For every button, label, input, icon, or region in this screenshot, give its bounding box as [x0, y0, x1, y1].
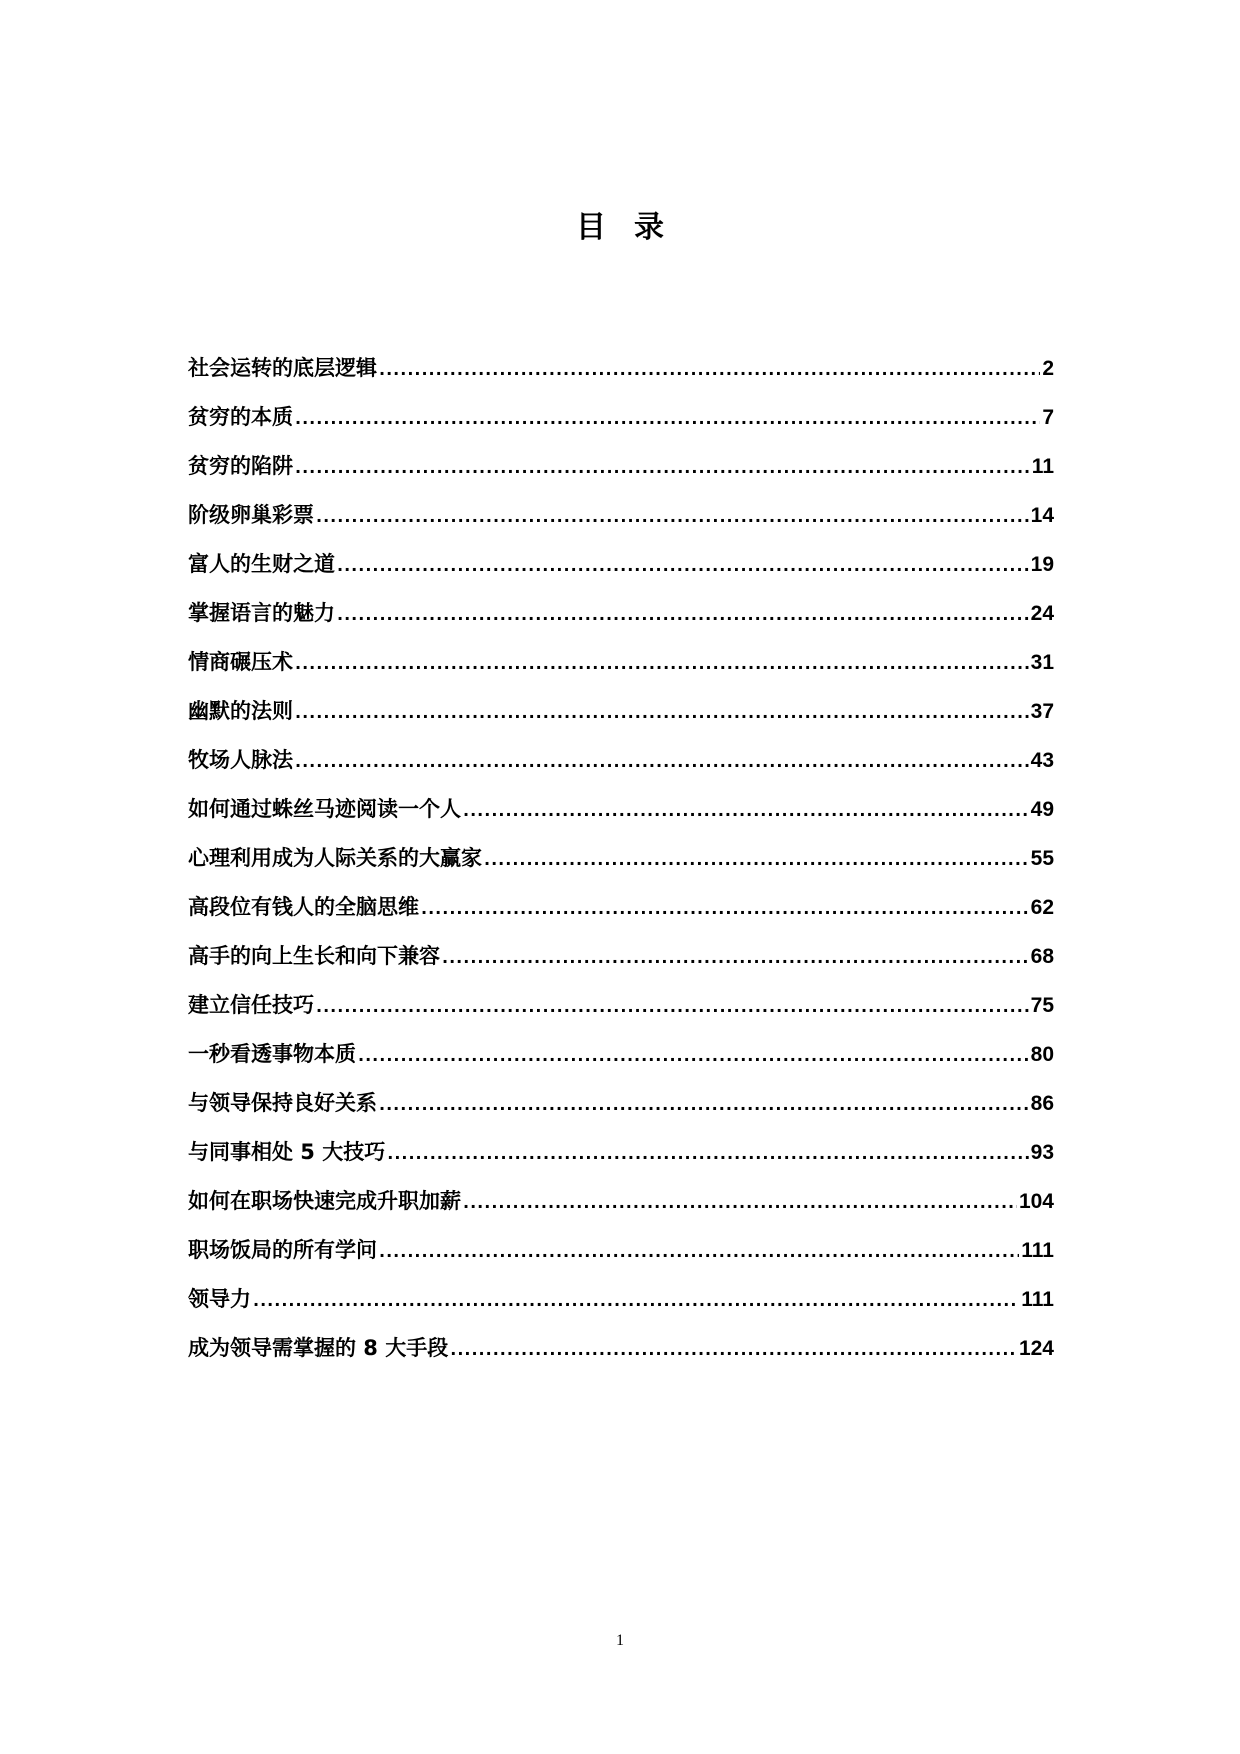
toc-entry-page: 104	[1018, 1190, 1054, 1213]
toc-leader-dots	[463, 1188, 1017, 1218]
toc-entry[interactable]	[188, 1088, 1054, 1137]
toc-leader-dots	[295, 453, 1030, 483]
toc-entry[interactable]	[188, 745, 1054, 794]
toc-entry-title: 高手的向上生长和向下兼容	[188, 944, 440, 968]
toc-entry-page: 80	[1030, 1043, 1054, 1066]
toc-entry-page: 31	[1030, 651, 1054, 674]
toc-leader-dots	[337, 551, 1029, 581]
page-title: 目录	[576, 210, 692, 245]
toc-entry-page: 19	[1030, 553, 1054, 576]
toc-entry-page: 37	[1030, 700, 1054, 723]
toc-entry-page: 49	[1030, 798, 1054, 821]
toc-leader-dots	[295, 698, 1029, 728]
toc-entry[interactable]	[188, 500, 1054, 549]
toc-leader-dots	[358, 1041, 1029, 1071]
toc-leader-dots	[316, 992, 1029, 1022]
toc-entry[interactable]	[188, 647, 1054, 696]
toc-entry[interactable]	[188, 794, 1054, 843]
toc-entry-title: 阶级卵巢彩票	[188, 503, 314, 527]
toc-entry[interactable]	[188, 1039, 1054, 1088]
toc-entry-page: 14	[1030, 504, 1054, 527]
toc-entry[interactable]	[188, 353, 1054, 402]
toc-entry-page: 2	[1042, 357, 1054, 380]
toc-entry[interactable]	[188, 990, 1054, 1039]
toc-entry-title: 社会运转的底层逻辑	[188, 356, 377, 380]
toc-entry-page: 11	[1031, 455, 1054, 478]
toc-entry-page: 62	[1030, 896, 1054, 919]
toc-leader-dots	[295, 747, 1029, 777]
toc-leader-dots	[379, 355, 1040, 385]
toc-entry-title: 如何通过蛛丝马迹阅读一个人	[188, 797, 461, 821]
toc-entry-title: 贫穷的陷阱	[188, 454, 293, 478]
toc-entry-title: 贫穷的本质	[188, 405, 293, 429]
toc-leader-dots	[463, 796, 1029, 826]
toc-entry-page: 75	[1030, 994, 1054, 1017]
toc-entry-title: 领导力	[188, 1287, 251, 1311]
toc-entry[interactable]	[188, 1284, 1054, 1333]
toc-leader-dots	[295, 404, 1040, 434]
toc-entry-page: 93	[1030, 1141, 1054, 1164]
toc-entry-page: 43	[1030, 749, 1054, 772]
toc-entry-page: 86	[1030, 1092, 1054, 1115]
toc-leader-dots	[379, 1237, 1019, 1267]
toc-entry-page: 68	[1030, 945, 1054, 968]
toc-entry-title: 心理利用成为人际关系的大赢家	[188, 846, 482, 870]
toc-leader-dots	[316, 502, 1029, 532]
toc-leader-dots	[421, 894, 1029, 924]
toc-entry-page: 24	[1030, 602, 1054, 625]
toc-entry[interactable]	[188, 843, 1054, 892]
toc-entry-title: 富人的生财之道	[188, 552, 335, 576]
toc-entry-title: 职场饭局的所有学问	[188, 1238, 377, 1262]
toc-entry-page: 111	[1021, 1239, 1054, 1262]
toc-entry[interactable]	[188, 892, 1054, 941]
toc-entry-page: 124	[1018, 1337, 1054, 1360]
toc-entry[interactable]	[188, 696, 1054, 745]
table-of-contents	[188, 353, 1054, 1382]
toc-entry-title: 与同事相处 5 大技巧	[188, 1140, 386, 1164]
toc-entry[interactable]	[188, 1235, 1054, 1284]
toc-entry-title: 高段位有钱人的全脑思维	[188, 895, 419, 919]
toc-entry-title: 情商碾压术	[188, 650, 293, 674]
toc-entry-title: 幽默的法则	[188, 699, 293, 723]
toc-entry[interactable]	[188, 1186, 1054, 1235]
page-number: 1	[616, 1632, 624, 1649]
toc-entry[interactable]	[188, 451, 1054, 500]
toc-leader-dots	[295, 649, 1029, 679]
toc-entry[interactable]	[188, 402, 1054, 451]
toc-leader-dots	[337, 600, 1029, 630]
toc-leader-dots	[253, 1286, 1019, 1316]
toc-entry[interactable]	[188, 1137, 1054, 1186]
toc-entry-title: 如何在职场快速完成升职加薪	[188, 1189, 461, 1213]
toc-entry[interactable]	[188, 598, 1054, 647]
toc-entry-title: 掌握语言的魅力	[188, 601, 335, 625]
toc-entry-title: 一秒看透事物本质	[188, 1042, 356, 1066]
toc-entry-title: 成为领导需掌握的 8 大手段	[188, 1336, 449, 1360]
toc-entry-page: 111	[1021, 1288, 1054, 1311]
toc-entry-title: 牧场人脉法	[188, 748, 293, 772]
toc-entry[interactable]	[188, 1333, 1054, 1382]
toc-entry-title: 与领导保持良好关系	[188, 1091, 377, 1115]
toc-leader-dots	[484, 845, 1029, 875]
toc-leader-dots	[442, 943, 1029, 973]
toc-entry-title: 建立信任技巧	[188, 993, 314, 1017]
toc-leader-dots	[379, 1090, 1029, 1120]
toc-leader-dots	[450, 1335, 1017, 1365]
toc-leader-dots	[387, 1139, 1028, 1169]
toc-entry[interactable]	[188, 549, 1054, 598]
toc-entry-page: 7	[1042, 406, 1054, 429]
toc-entry-page: 55	[1030, 847, 1054, 870]
toc-entry[interactable]	[188, 941, 1054, 990]
